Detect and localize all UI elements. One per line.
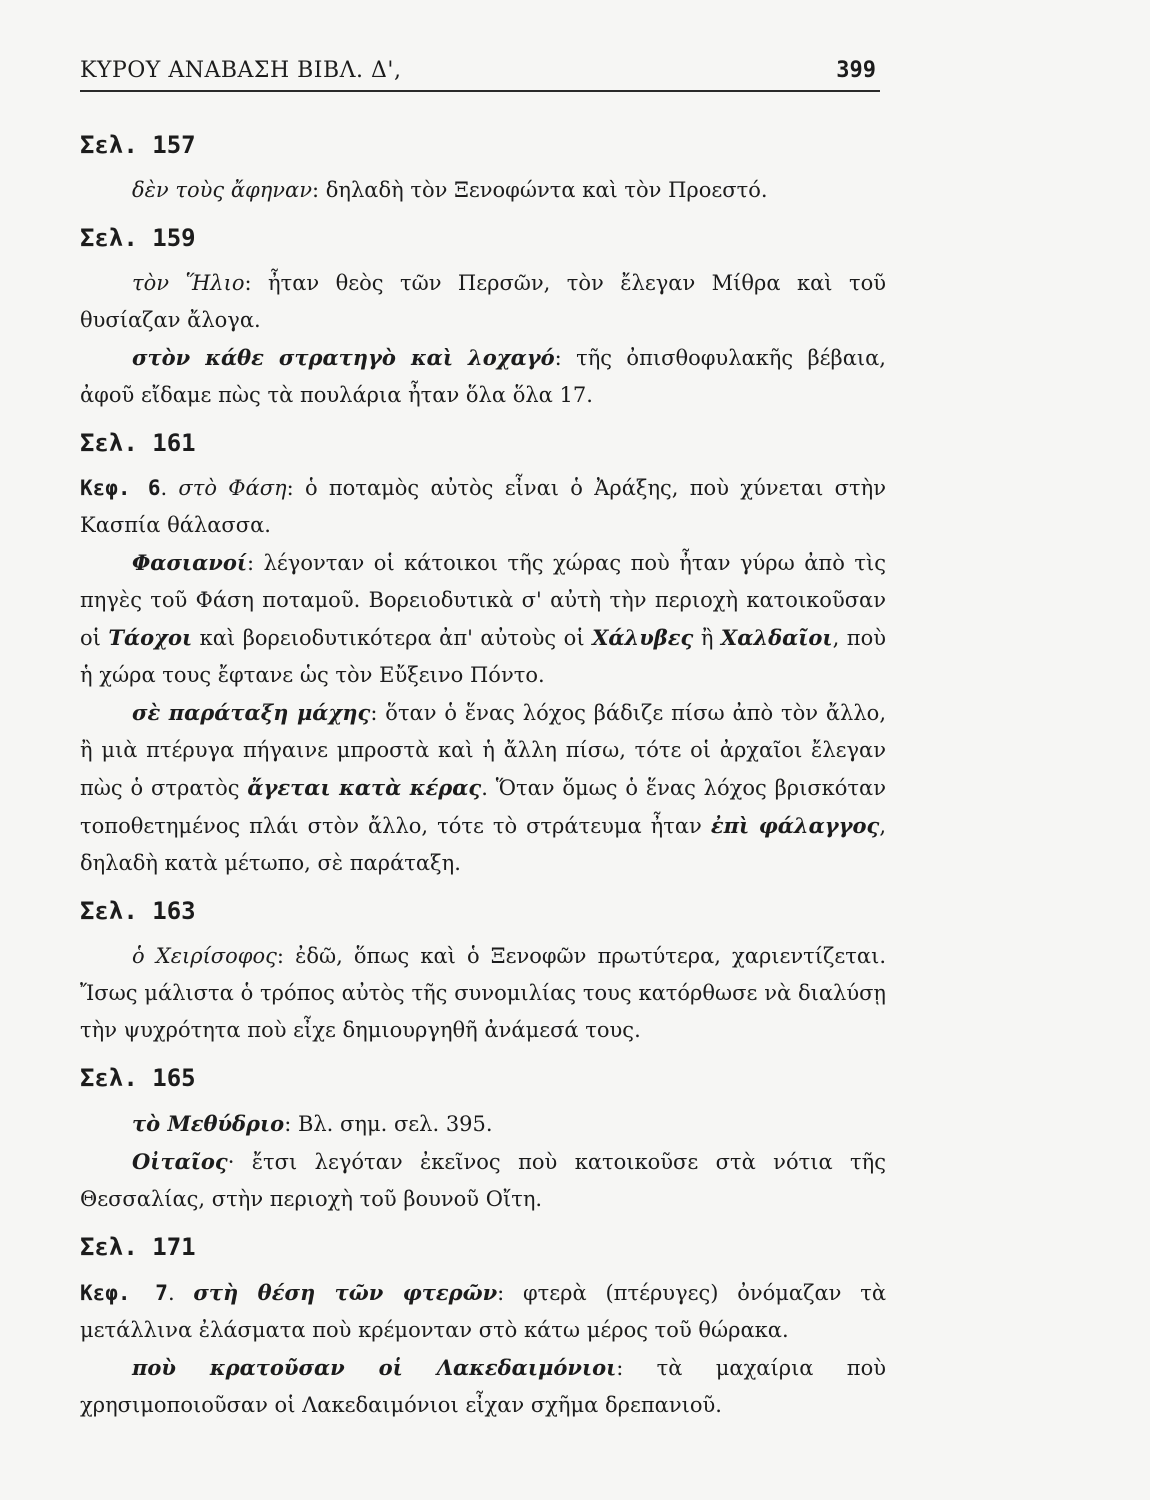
section-171 [80,1230,886,1424]
note-text: : Βλ. σημ. σελ. 395. [284,1112,493,1136]
note-text: : ὁ ποταμὸς αὐτὸς εἶναι ὁ Ἀράξης, ποὺ χύνεται στὴν Κασπία θάλασσα. [80,476,886,537]
note-paragraph [80,694,886,882]
note-text: . Ὅταν ὅμως ὁ ἕνας λόχος βρισκόταν τοποθετημένος πλάι στὸν ἄλλο, τότε τὸ στράτευμα ἦταν [80,776,886,838]
running-header [80,58,880,92]
note-paragraph [80,265,886,339]
note-text: : λέγονταν οἱ κάτοικοι τῆς χώρας ποὺ ἦταν γύρω ἀπὸ τὶς πηγὲς τοῦ Φάση ποταμοῦ. Βορειοδυτικὰ σ' αὐτὴ τὴν περιοχὴ κατοικοῦσαν οἱ [80,551,886,650]
section-161 [80,426,886,882]
note-text: : ἦταν θεὸς τῶν Περσῶν, τὸν ἔλεγαν Μίθρα καὶ τοῦ θυσίαζαν ἄλογα. [80,271,886,332]
page-number: 399 [836,58,876,83]
note-text: : φτερὰ (πτέρυγες) ὀνόμαζαν τὰ μετάλλινα ἐλάσματα ποὺ κρέμονταν στὸ κάτω μέρος τοῦ θώρακα. [80,1281,886,1342]
note-text: , ποὺ ἡ χώρα τους ἔφτανε ὡς τὸν Εὔξεινο Πόντο. [80,626,887,687]
note-paragraph [80,1349,886,1424]
running-title: ΚΥΡΟΥ ΑΝΑΒΑΣΗ ΒΙΒΛ. Δ', [80,58,402,83]
note-term: στὴ θέση τῶν φτερῶν [193,1280,498,1305]
section-heading: Σελ. 161 [80,429,196,457]
note-term: Τάοχοι [108,625,193,650]
note-text: : τῆς ὀπισθοφυλακῆς βέβαια, ἀφοῦ εἴδαμε πὼς τὰ πουλάρια ἦταν ὅλα ὅλα 17. [80,346,886,407]
section-163 [80,894,886,1049]
section-heading: Σελ. 171 [80,1233,196,1261]
section-157 [80,128,886,209]
section-heading: Σελ. 165 [80,1064,196,1092]
note-paragraph: Κεφ. 7. στὴ θέση τῶν φτερῶν: φτερὰ (πτέρυγες) ὀνόμαζαν τὰ μετάλλινα ἐλάσματα ποὺ κρέμονταν στὸ κάτω μέρος τοῦ θώρακα. [80,1280,886,1342]
section-heading: Σελ. 157 [80,131,196,159]
note-paragraph [80,172,886,209]
note-term: Φασιανοί [132,550,247,575]
note-text: : δηλαδὴ τὸν Ξενοφώντα καὶ τὸν Προεστό. [312,178,768,202]
note-term: ἐπὶ φάλαγγος [710,813,880,838]
note-term: ὁ Χειρίσοφος [132,944,277,968]
note-term: ποὺ κρατοῦσαν οἱ Λακεδαιμόνιοι [132,1355,617,1380]
note-term: σὲ παράταξη μάχης [132,700,371,725]
section-165 [80,1061,886,1218]
note-term: Χάλυβες [592,625,694,650]
note-term: στὸ Φάση [178,476,287,500]
note-text: , δηλαδὴ κατὰ μέτωπο, σὲ παράταξη. [80,814,886,875]
note-term: τὸ Μεθύδριο [132,1111,285,1136]
note-paragraph [80,339,886,414]
chapter-label: Κεφ. 7 [80,1281,168,1305]
note-term: Οἰταῖος [132,1149,228,1174]
section-heading: Σελ. 159 [80,224,196,252]
section-heading: Σελ. 163 [80,897,196,925]
note-text: : ὅταν ὁ ἕνας λόχος βάδιζε πίσω ἀπὸ τὸν ἄλλο, ἢ μιὰ πτέρυγα πήγαινε μπροστὰ καὶ ἡ ἄλλη πίσω, τότε οἱ ἀρχαῖοι ἔλεγαν πὼς ὁ στρατὸς [80,701,886,800]
chapter-label: Κεφ. 6 [80,476,161,500]
note-paragraph [80,1143,886,1218]
note-term: τὸν Ἥλιο [132,271,245,295]
note-paragraph [80,938,886,1049]
note-paragraph: Κεφ. 6. στὸ Φάση: ὁ ποταμὸς αὐτὸς εἶναι ὁ Ἀράξης, ποὺ χύνεται στὴν Κασπία θάλασσα. [80,476,886,537]
section-159 [80,221,886,414]
note-text: : ἐδῶ, ὅπως καὶ ὁ Ξενοφῶν πρωτύτερα, χαριεντίζεται. Ἴσως μάλιστα ὁ τρόπος αὐτὸς τῆς συνομιλίας τους κατόρθωσε νὰ διαλύσῃ τὴν ψυχρότητα ποὺ εἶχε δημιουργηθῆ ἀνάμεσά τους. [80,944,886,1042]
note-text: · ἔτσι λεγόταν ἐκεῖνος ποὺ κατοικοῦσε στὰ νότια τῆς Θεσσαλίας, στὴν περιοχὴ τοῦ βουνοῦ Οἴτη. [80,1150,886,1211]
note-text: καὶ βορειοδυτικότερα ἀπ' αὐτοὺς οἱ [192,626,593,650]
note-term: Χαλδαῖοι [720,625,833,650]
note-text: : τὰ μαχαίρια ποὺ χρησιμοποιοῦσαν οἱ Λακεδαιμόνιοι εἶχαν σχῆμα δρεπανιοῦ. [80,1356,886,1417]
note-text: ἢ [693,626,721,650]
note-term: στὸν κάθε στρατηγὸ καὶ λοχαγό [132,345,555,370]
note-paragraph [80,1105,886,1143]
note-paragraph [80,544,886,694]
page-content [80,128,886,1424]
note-term: ἄγεται κατὰ κέρας [247,775,482,800]
note-term: δὲν τοὺς ἄφηναν [132,178,312,202]
